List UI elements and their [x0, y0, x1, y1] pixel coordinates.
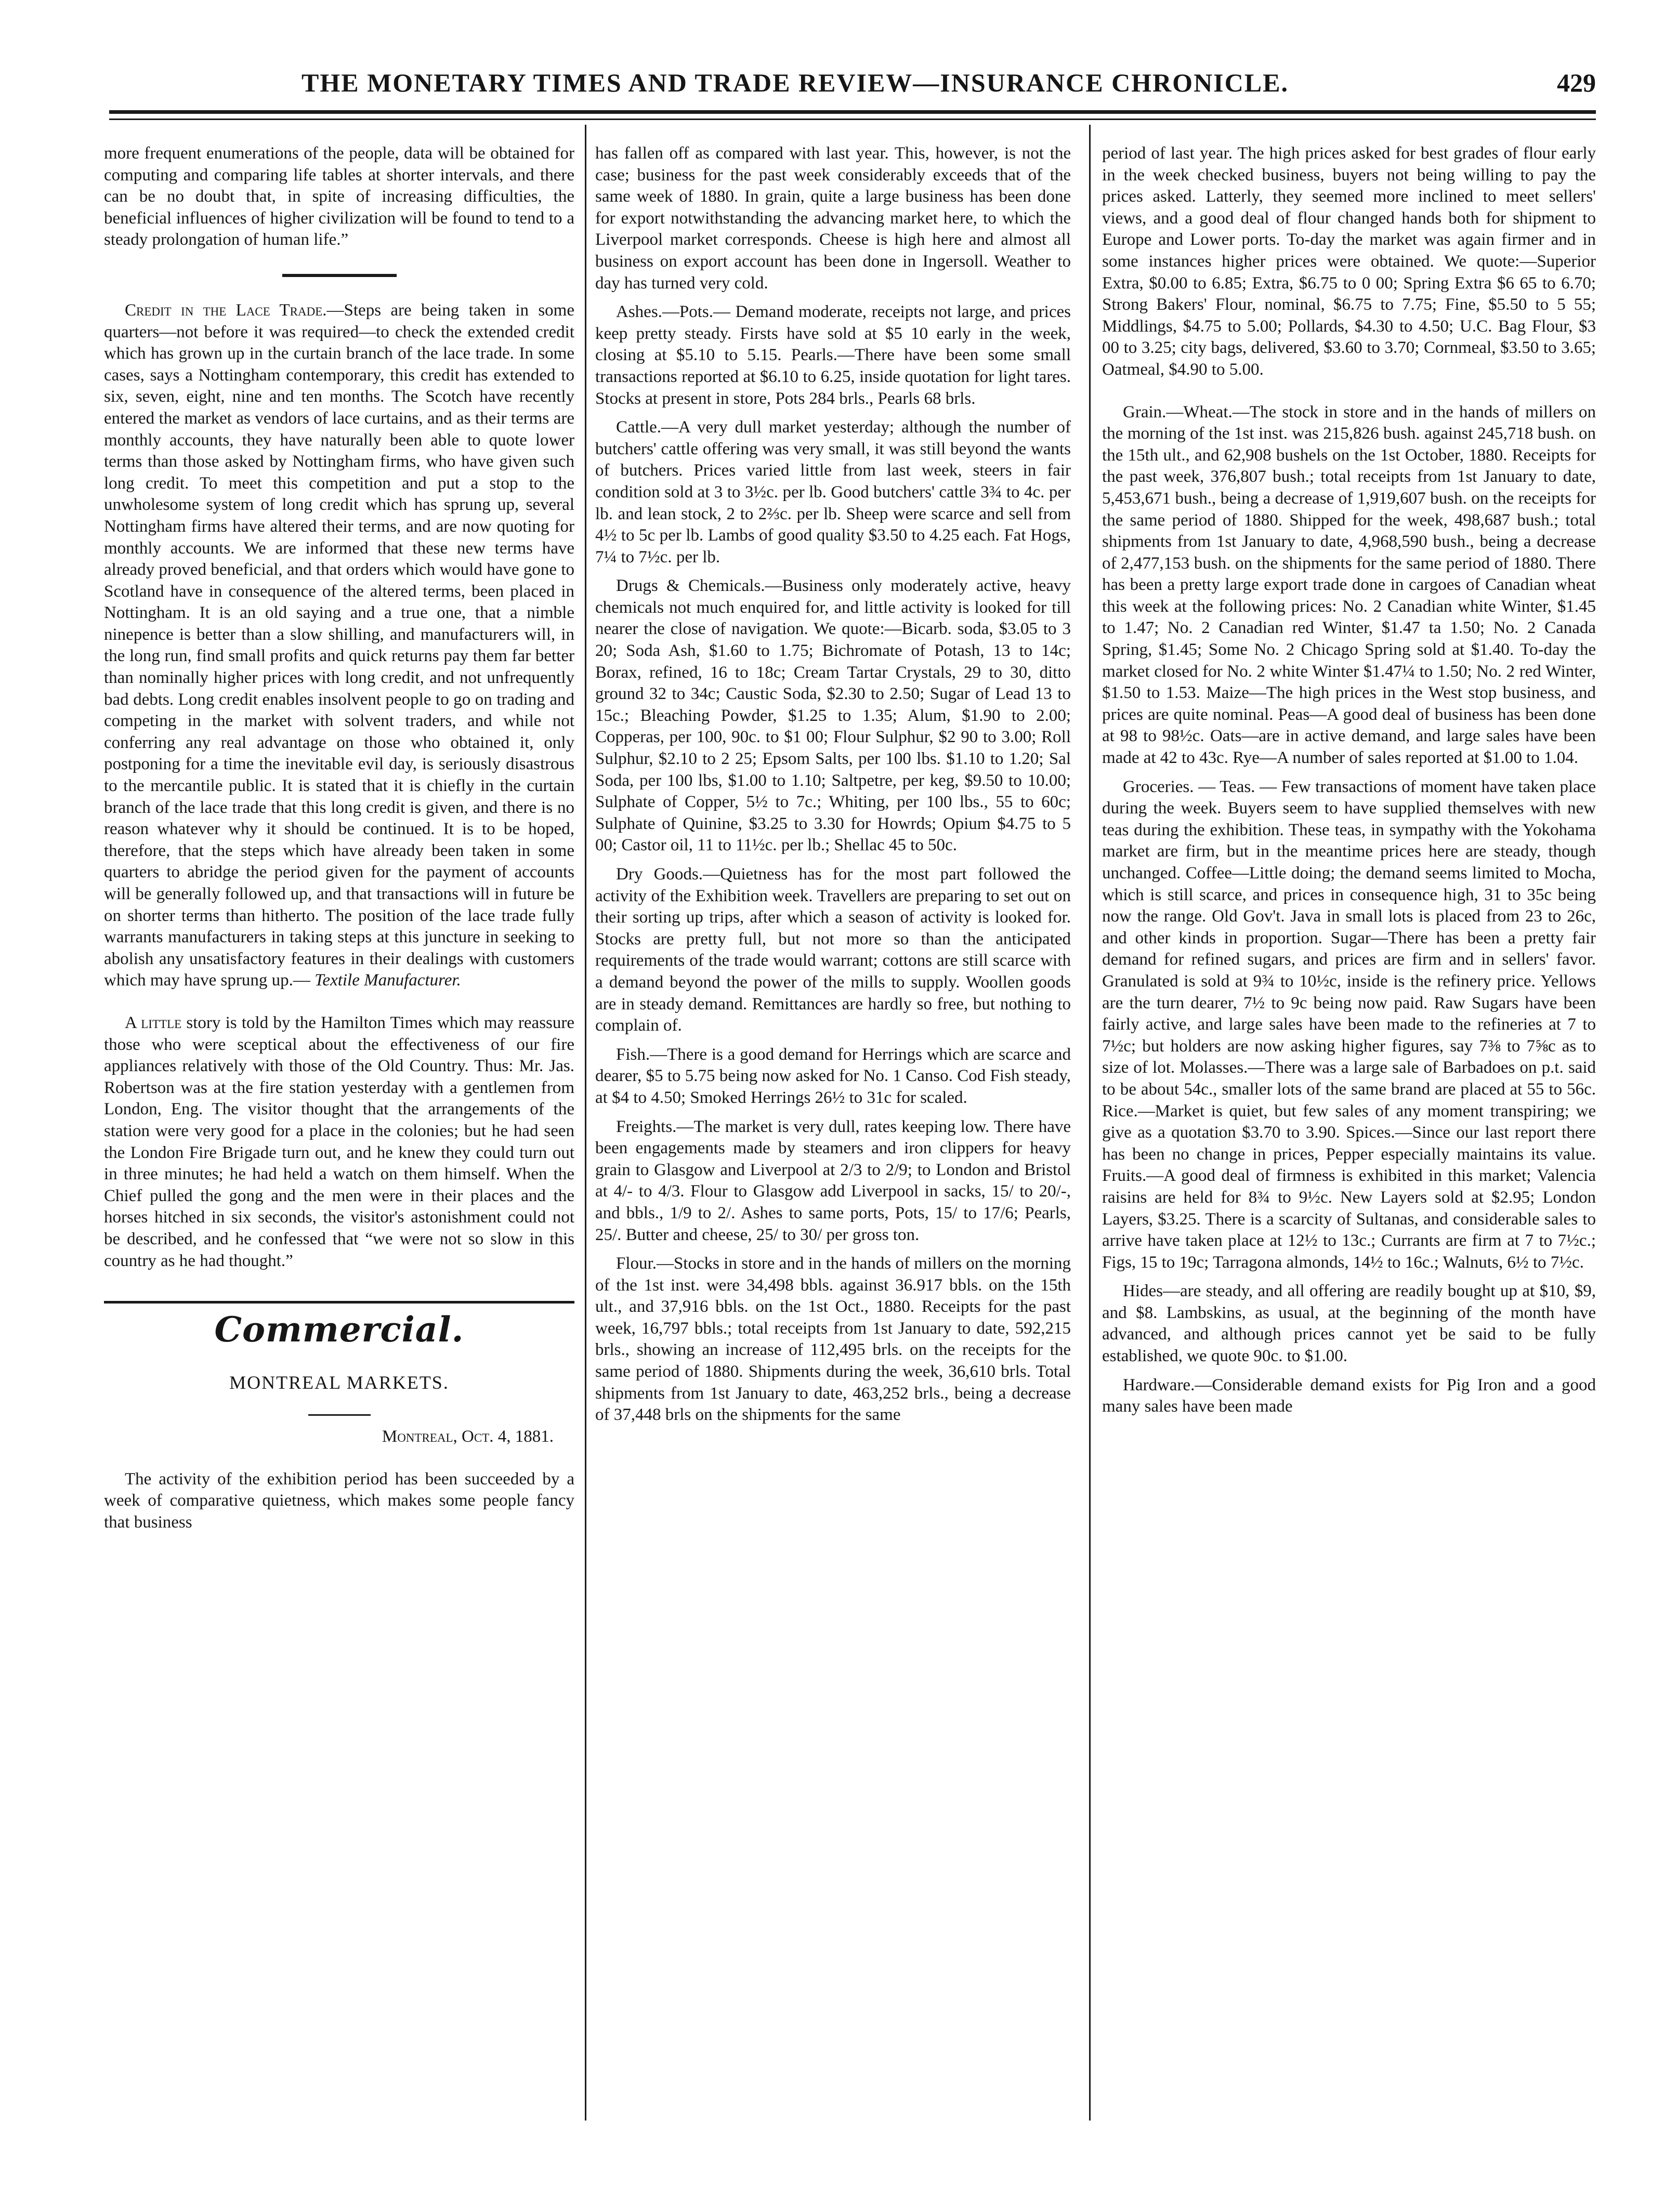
- flour-report-continued: period of last year. The high prices asked for best grades of flour early in the week checked business, buyers not being willing to pay the prices asked. Latterly, they seemed more inclined to meet sellers' views, and a good deal of flour changed hands both for shipment to Europe and Lower ports. To-day the market was again firmer and in some instances higher prices were obtained. We quote:—Superior Extra, $0.00 to 6.85; Extra, $6.75 to 0 00; Spring Extra $6 65 to 6.70; Strong Bakers' Flour, nominal, $6.75 to 7.75; Fine, $5.50 to 5 55; Middlings, $4.75 to 5.00; Pollards, $4.30 to 4.50; U.C. Bag Flour, $3 00 to 3.25; city bags, delivered, $3.60 to 3.70; Cornmeal, $3.50 to 3.65; Oatmeal, $4.90 to 5.00.: [1102, 144, 1596, 379]
- hardware-report: Hardware.—Considerable demand exists for Pig Iron and a good many sales have been made: [1102, 1375, 1596, 1416]
- lace-trade-lead: Credit in the Lace Trade.: [125, 300, 327, 320]
- flour-report: Flour.—Stocks in store and in the hands of millers on the morning of the 1st inst. were 34,498 bbls. against 36.917 bbls. on the 15th ult., and 37,916 bbls. on the 1st Oct., 1880. Receipts for the past week, 16,797 bbls.; total receipts from 1st January to date, 592,215 brls., showing an increase of 112,495 brls. on the receipts for the same period of 1880. Shipments during the week, 36,610 brls. Total shipments from 1st January to date, 463,252 brls., being a decrease of 37,448 brls on the shipments for the same: [595, 1254, 1071, 1425]
- commercial-rule: [104, 1301, 574, 1304]
- markets-intro-continued: has fallen off as compared with last year. This, however, is not the case; business for the past week considerably exceeds that of the same week of 1880. In grain, quite a large business has been done for export notwithstanding the advancing market here, to which the Liverpool market corresponds. Cheese is high here and almost all business on export account has been done in Ingersoll. Weather to day has turned very cold.: [595, 144, 1071, 293]
- montreal-markets-title: MONTREAL MARKETS.: [229, 1372, 449, 1393]
- page-number: 429: [1557, 68, 1596, 97]
- page-header: [109, 68, 1596, 109]
- dry-goods-report: Dry Goods.—Quietness has for the most part followed the activity of the Exhibition week. Travellers are preparing to set out on their sorting up trips, after which a season of activity is looked for. Stocks are pretty full, but not more so than the anticipated requirements of the trade would warrant; cottons are still scarce with a demand beyond the power of the mills to supply. Woollen goods are in steady demand. Remittances are hardly so free, but nothing to complain of.: [595, 865, 1071, 1035]
- commercial-heading: Commercial.: [214, 1309, 464, 1350]
- lace-trade-article: [104, 300, 574, 992]
- ashes-report: Ashes.—Pots.— Demand moderate, receipts not large, and prices keep pretty steady. Firsts have sold at $5 10 early in the week, closing at $5.10 to 5.15. Pearls.—There have been some small transactions reported at $6.10 to 6.25, inside quotation for light tares. Stocks at present in store, Pots 284 brls., Pearls 68 brls.: [595, 302, 1071, 408]
- header-title: THE MONETARY TIMES AND TRADE REVIEW—INSURANCE CHRONICLE.: [302, 68, 1289, 97]
- hamilton-lead: A little: [125, 1013, 182, 1032]
- header-rule-thin: [109, 118, 1596, 120]
- lace-trade-body: —Steps are being taken in some quarters—not before it was required—to check the extended credit which has grown up in the curtain branch of the lace trade. In some cases, says a Nottingham contemporary, this credit has extended to six, seven, eight, nine and ten months. The Scotch have recently entered the market as vendors of lace curtains, and as their terms are monthly accounts, they have naturally been able to quote lower terms than those asked by Nottingham firms, who have given such long credit. To meet this competition and put a stop to the unwholesome system of long credit which has sprung up, several Nottingham firms have altered their terms, and are now quoting for monthly accounts. We are informed that these new terms have already proved beneficial, and that orders which would have gone to Scotland have in consequence of the altered terms, been placed in Nottingham. It is an old saying and a true one, that a nimble ninepence is better than a slow shilling, and manufacturers will, in the long run, find small profits and quick returns pay them far better than nominally higher prices with long credit, and not unfrequently bad debts. Long credit enables insolvent people to go on trading and competing in the market with solvent traders, and while not conferring any real advantage on those who obtained it, only postponing for a time the inevitable evil day, is seriously disastrous to the mercantile public. It is stated that it is chiefly in the curtain branch of the lace trade that this long credit is given, and there is no reason whatever why it should be continued. It is to be hoped, therefore, that the steps which have already been taken in some quarters to abridge the period given for the payment of accounts will be generally followed up, and that transactions will in future be on shorter terms than hitherto. The position of the lace trade fully warrants manufacturers in taking steps at this juncture in seeking to abolish any unsatisfactory features in their dealings with customers which may have sprung up.—: [104, 300, 574, 990]
- column-1: [104, 143, 574, 1539]
- cattle-report: Cattle.—A very dull market yesterday; although the number of butchers' cattle offering was very small, it was still beyond the wants of butchers. Prices varied little from last week, steers in fair condition sold at 3 to 3½c. per lb. Good butchers' cattle 3¾ to 4c. per lb. and lean stock, 2 to 2⅔c. per lb. Sheep were scarce and sell from 4½ to 5c per lb. Lambs of good quality $3.50 to 4.25 each. Fat Hogs, 7¼ to 7½c. per lb.: [595, 418, 1071, 567]
- hamilton-article: [104, 1012, 574, 1272]
- drugs-chemicals-report: Drugs & Chemicals.—Business only moderately active, heavy chemicals not much enquired for, and little activity is looked for till nearer the close of navigation. We quote:—Bicarb. soda, $3.05 to 3 20; Soda Ash, $1.60 to 1.75; Bichromate of Potash, 13 to 14c; Borax, refined, 16 to 18c; Cream Tartar Crystals, 29 to 30, ditto ground 32 to 34c; Caustic Soda, $2.30 to 2.50; Sugar of Lead 13 to 15c.; Bleaching Powder, $1.25 to 1.35; Alum, $1.90 to 2.00; Copperas, per 100, 90c. to $1 00; Flour Sulphur, $2 90 to 3.00; Roll Sulphur, $2.10 to 2 25; Epsom Salts, per 100 lbs. $1.10 to 1.20; Sal Soda, per 100 lbs, $1.00 to 1.10; Saltpetre, per keg, $9.50 to 10.00; Sulphate of Copper, 5½ to 7c.; Whiting, per 100 lbs., 55 to 60c; Sulphate of Quinine, $3.25 to 3.30 for Howrds; Opium $4.75 to 5 00; Castor oil, 11 to 11½c. per lb.; Shellac 45 to 50c.: [595, 576, 1071, 855]
- hides-report: Hides—are steady, and all offering are readily bought up at $10, $9, and $8. Lambskins, as usual, at the beginning of the month have advanced, and although prices cannot yet be said to be fully established, we quote 90c. to $1.00.: [1102, 1282, 1596, 1366]
- column-2: [595, 143, 1071, 1431]
- life-tables-conclusion: more frequent enumerations of the people, data will be obtained for computing and comparing life tables at shorter intervals, and there can be no doubt that, in spite of increasing difficulties, the beneficial influences of higher civilization will be found to tend to a steady prolongation of human life.”: [104, 144, 574, 249]
- grain-report: Grain.—Wheat.—The stock in store and in the hands of millers on the morning of the 1st inst. was 215,826 bush. against 245,718 bush. on the 15th ult., and 62,908 bushels on the 1st October, 1880. Receipts for the past week, 376,807 bush.; total receipts from 1st January to date, 5,453,671 bush., being a decrease of 1,919,607 bush. on the receipts for the same period of 1880. Shipped for the week, 498,687 bush.; total shipments from 1st January to date, 4,968,590 bush., being a decrease of 2,477,153 bush. on the shipments for the same period of 1880. There has been a pretty large export trade done in cargoes of Canadian wheat this week at the following prices: No. 2 Canadian white Winter, $1.45 to 1.47; No. 2 Canadian red Winter, $1.47 ta 1.50; No. 2 Canada Spring, $1.45; Some No. 2 Chicago Spring sold at $1.40. To-day the market closed for No. 2 white Winter $1.47¼ to 1.50; No. 2 red Winter, $1.50 to 1.53. Maize—The high prices in the West stop business, and prices are quite nominal. Peas—A good deal of business has been done at 98 to 98½c. Oats—are in active demand, and large sales have been made at 42 to 43c. Rye—A number of sales reported at $1.00 to 1.04.: [1102, 402, 1596, 768]
- column-3: [1102, 143, 1596, 1423]
- section-divider: [282, 274, 397, 277]
- header-rule-thick: [109, 110, 1596, 114]
- freights-report: Freights.—The market is very dull, rates keeping low. There have been engagements made by steamers and iron clippers for heavy grain to Glasgow and Liverpool at 2/3 to 2/9; to London and Bristol at 4/- to 4/3. Flour to Glasgow add Liverpool in sacks, 15/ to 20/-, and bbls., 1/9 to 2/. Ashes to same ports, Pots, 15/ to 17/6; Pearls, 25/. Butter and cheese, 25/ to 30/ per gross ton.: [595, 1117, 1071, 1244]
- hamilton-body: story is told by the Hamilton Times which may reassure those who were sceptical about the effectiveness of our fire appliances relatively with those of the Old Country. Thus: Mr. Jas. Robertson was at the fire station yesterday with a gentlemen from London, Eng. The visitor thought that the arrangements of the station were very good for a place in the colonies; but he had seen the London Fire Brigade turn out, and he knew they could turn out in three minutes; he had held a watch on them himself. When the Chief pulled the gong and the men were in their places and the horses hitched in six seconds, the visitor's astonishment could not be described, and he confessed that “we were not so slow in this country as he had thought.”: [104, 1013, 575, 1270]
- lace-trade-source: Textile Manufacturer.: [315, 971, 461, 990]
- markets-dateline: Montreal, Oct. 4, 1881.: [382, 1427, 554, 1446]
- groceries-report: Groceries. — Teas. — Few transactions of moment have taken place during the week. Buyers seem to have supplied themselves with new teas during the exhibition. These teas, in sympathy with the Yokohama market are firm, but in the meantime prices here are steady, though unchanged. Coffee—Little doing; the demand seems limited to Mocha, which is still scarce, and prices in consequence high, 31 to 35c being now the range. Old Gov't. Java in small lots is placed from 23 to 26c, and other kinds in proportion. Sugar—There has been a pretty fair demand for refined sugars, and prices are firm and in sellers' favor. Granulated is sold at 9¾ to 10½c, inside is the refinery price. Yellows are the turn dearer, 7½ to 9c being now paid. Raw Sugars have been fairly active, and large sales have been made to the refineries at 7 to 7½c; but holders are now asking higher figures, say 7⅜ to 7⅝c as to size of lot. Molasses.—There was a large sale of Barbadoes on p.t. said to be about 54c., smaller lots of the same brand are placed at 55 to 56c. Rice.—Market is quiet, but few sales of any moment transpiring; we give as a quotation $3.70 to 3.90. Spices.—Since our last report there has been no change in prices, Pepper especially maintains its value. Fruits.—A good deal of firmness is exhibited in this market; Valencia raisins are held for 8¾ to 9½c. New Layers sold at $2.95; London Layers, $3.25. There is a scarcity of Sultanas, and considerable sales to arrive have taken place at 12½ to 13c.; Currants are firm at 7 to 7½c.; Figs, 15 to 19c; Tarragona almonds, 14½ to 16c.; Walnuts, 6½ to 7½c.: [1102, 777, 1596, 1272]
- column-divider-2: [1089, 125, 1091, 2121]
- fish-report: Fish.—There is a good demand for Herrings which are scarce and dearer, $5 to 5.75 being now asked for No. 1 Canso. Cod Fish steady, at $4 to 4.50; Smoked Herrings 26½ to 31c for scaled.: [595, 1045, 1071, 1107]
- markets-title-rule: [308, 1414, 371, 1416]
- markets-intro: The activity of the exhibition period has been succeeded by a week of comparative quietness, which makes some people fancy that business: [104, 1469, 574, 1532]
- column-divider-1: [585, 125, 586, 2121]
